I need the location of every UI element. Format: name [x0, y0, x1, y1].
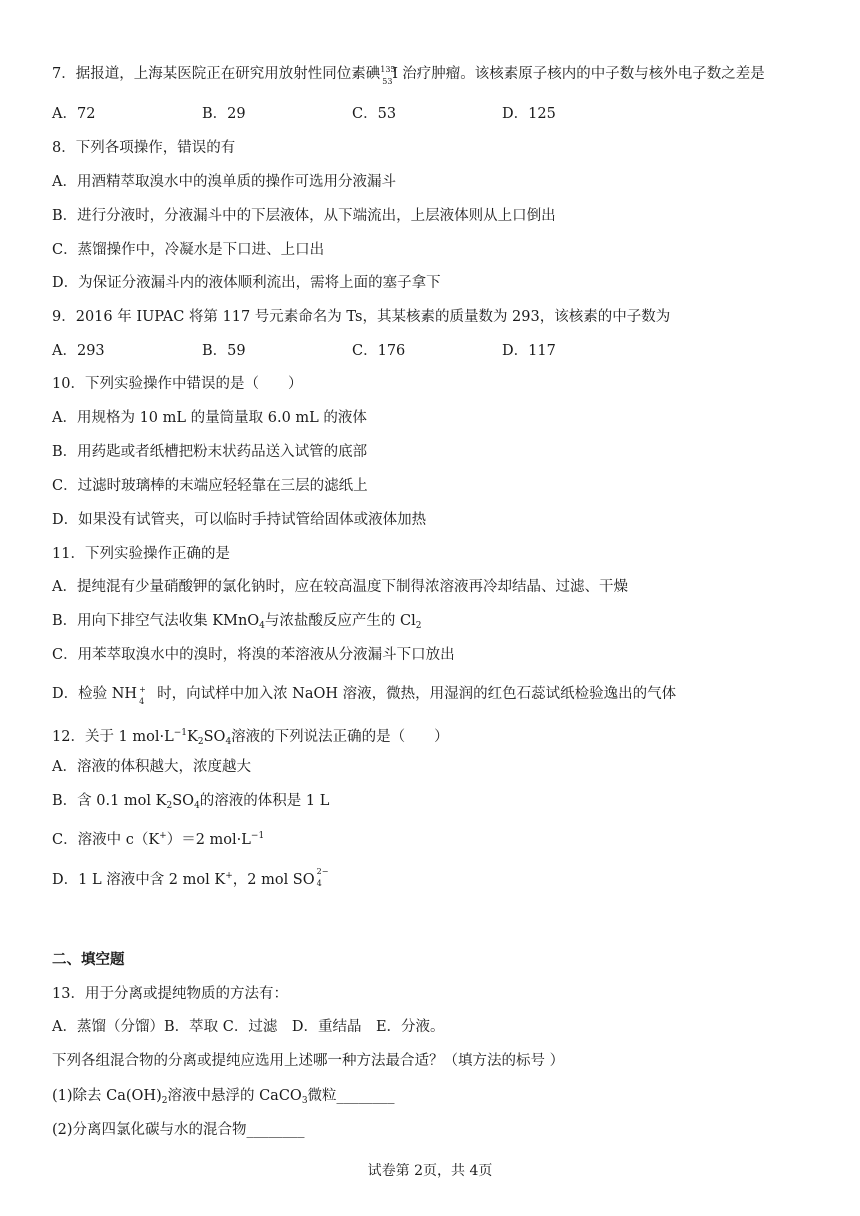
- q11-option-c: C．用苯萃取溴水中的溴时，将溴的苯溶液从分液漏斗下口放出: [52, 647, 455, 663]
- q7-option-d: D．125: [502, 106, 556, 122]
- iodine-isotope: [380, 64, 402, 84]
- q7-stem-pre: 7．据报道，上海某医院正在研究用放射性同位素碘: [52, 66, 381, 82]
- q8-option-b: B．进行分液时，分液漏斗中的下层液体，从下端流出，上层液体则从上口倒出: [52, 208, 556, 224]
- q11-option-b: [52, 611, 421, 636]
- q12-stem-sup: −1: [173, 728, 188, 738]
- ammonium-charge: +: [139, 685, 146, 694]
- page-footer: 试卷第 2页，共 4页: [367, 1163, 493, 1179]
- q12-stem-mid2: SO: [203, 729, 226, 745]
- q12-option-a: A．溶液的体积越大，浓度越大: [52, 759, 251, 775]
- ammonium-ion: [137, 684, 157, 704]
- q12-stem-post: 溶液的下列说法正确的是（ ）: [231, 729, 449, 745]
- q12-option-d: [52, 866, 335, 890]
- q12-option-d-mid: ，2 mol SO: [232, 872, 315, 888]
- ammonium-subscript: 4: [139, 697, 145, 706]
- q12-stem-mid: K: [187, 729, 198, 745]
- q13-item-1-post: 微粒________: [307, 1088, 395, 1104]
- q12-option-b-sub2: 4: [194, 801, 200, 811]
- q11-option-a: A．提纯混有少量硝酸钾的氯化钠时，应在较高温度下制得浓溶液再冷却结晶、过滤、干燥: [52, 579, 628, 595]
- q10-option-c: C．过滤时玻璃棒的末端应轻轻靠在三层的滤纸上: [52, 478, 368, 494]
- q12-option-c: [52, 826, 264, 850]
- q11-option-b-mid: 与浓盐酸反应产生的 Cl: [264, 613, 416, 629]
- sulfate-ion: [315, 866, 335, 886]
- q12-option-c-pre: C．溶液中 c（K: [52, 832, 160, 848]
- q10-option-d: D．如果没有试管夹，可以临时手持试管给固体或液体加热: [52, 512, 427, 528]
- q7-stem: [52, 64, 765, 84]
- q13-instruction: 下列各组混合物的分离或提纯应选用上述哪一种方法最合适？（填方法的标号 ）: [52, 1053, 565, 1069]
- q7-stem-post: 治疗肿瘤。该核素原子核内的中子数与核外电子数之差是: [402, 66, 765, 82]
- q10-option-a: A．用规格为 10 mL 的量筒量取 6.0 mL 的液体: [52, 410, 367, 426]
- q10-stem: 10．下列实验操作中错误的是（ ）: [52, 376, 303, 392]
- q12-option-d-pre: D．1 L 溶液中含 2 mol K: [52, 872, 226, 888]
- q9-option-b: B．59: [202, 343, 246, 359]
- q12-stem-pre: 12．关于 1 mol·L: [52, 729, 174, 745]
- q12-stem-sub2: 4: [225, 737, 232, 747]
- q12-option-c-mid: ）＝2 mol·L: [166, 832, 251, 848]
- q12-option-b-mid: SO: [172, 793, 195, 809]
- q7-option-b: B．29: [202, 106, 246, 122]
- q11-option-b-sub2: 2: [415, 621, 422, 631]
- q13-stem: 13．用于分离或提纯物质的方法有：: [52, 986, 288, 1002]
- q8-option-d: D．为保证分液漏斗内的液体顺利流出，需将上面的塞子拿下: [52, 275, 441, 291]
- q13-item-1-sub: 2: [161, 1096, 168, 1106]
- q12-stem-sub1: 2: [197, 737, 204, 747]
- q11-option-b-pre: B．用向下排空气法收集 KMnO: [52, 613, 260, 629]
- q11-option-d: [52, 684, 676, 704]
- q12-option-b: [52, 791, 329, 816]
- q9-option-c: C．176: [352, 343, 406, 359]
- q13-methods: A．蒸馏（分馏）B．萃取 C．过滤 D．重结晶 E．分液。: [52, 1019, 445, 1035]
- iso-mass: 135: [380, 65, 396, 74]
- q8-option-c: C．蒸馏操作中，冷凝水是下口进、上口出: [52, 242, 325, 258]
- q7-option-a: A．72: [52, 106, 96, 122]
- section-title: 二、填空题: [52, 951, 125, 968]
- q11-stem: 11．下列实验操作正确的是: [52, 546, 230, 562]
- sulfate-subscript: 4: [316, 879, 322, 888]
- q9-option-d: D．117: [502, 343, 556, 359]
- q9-stem: 9．2016 年 IUPAC 将第 117 号元素命名为 Ts，其某核素的质量数为 293，该核素的中子数为: [52, 309, 671, 325]
- q13-item-1: [52, 1086, 395, 1111]
- q12-option-b-post: 的溶液的体积是 1 L: [199, 793, 330, 809]
- iso-symbol: I: [392, 66, 398, 82]
- q12-stem: [52, 723, 449, 752]
- q12-option-c-sup1: +: [159, 831, 167, 841]
- q12-option-b-pre: B．含 0.1 mol K: [52, 793, 167, 809]
- q11-option-d-pre: D．检验 NH: [52, 686, 138, 702]
- q12-option-c-sup2: −1: [250, 831, 265, 841]
- sulfate-charge: 2−: [316, 867, 329, 876]
- q9-option-a: A．293: [52, 343, 105, 359]
- q13-item-2: (2)分离四氯化碳与水的混合物________: [52, 1122, 305, 1138]
- q12-option-d-sup: +: [225, 871, 233, 881]
- q11-option-d-post: 时，向试样中加入浓 NaOH 溶液，微热，用湿润的红色石蕊试纸检验逸出的气体: [157, 686, 677, 702]
- q8-option-a: A．用酒精萃取溴水中的溴单质的操作可选用分液漏斗: [52, 174, 396, 190]
- q13-item-1-mid: 溶液中悬浮的 CaCO: [167, 1088, 302, 1104]
- q10-option-b: B．用药匙或者纸槽把粉末状药品送入试管的底部: [52, 444, 368, 460]
- q13-item-1-pre: (1)除去 Ca(OH): [52, 1088, 162, 1104]
- q7-option-c: C．53: [352, 106, 397, 122]
- q13-item-1-sub2: 3: [301, 1096, 308, 1106]
- q8-stem: 8．下列各项操作，错误的有: [52, 140, 236, 156]
- q11-option-b-sub1: 4: [259, 621, 265, 631]
- iso-atomic-number: 53: [382, 77, 393, 86]
- q12-option-b-sub1: 2: [166, 801, 173, 811]
